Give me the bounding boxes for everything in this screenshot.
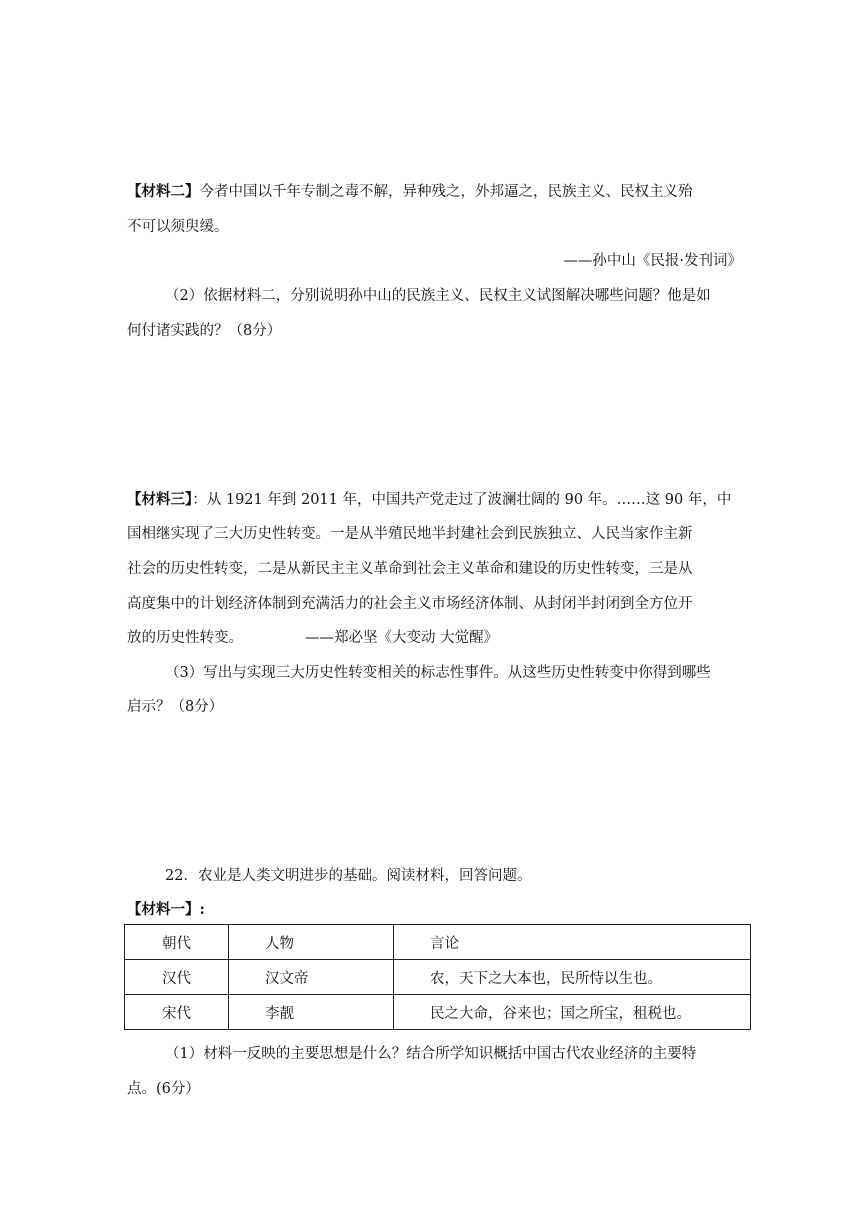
question-3-line-1: （3）写出与实现三大历史性转变相关的标志性事件。从这些历史性转变中你得到哪些 (165, 665, 711, 681)
cell-dynasty: 宋代 (125, 995, 229, 1030)
material-3-line-4: 高度集中的计划经济体制到充满活力的社会主义市场经济体制、从封闭半封闭到全方位开 (127, 596, 693, 612)
material-1-heading (127, 898, 205, 919)
material-2-line-1 (127, 180, 693, 201)
cell-quote: 民之大命，谷来也；国之所宝，租税也。 (394, 995, 751, 1030)
cell-person: 李靓 (229, 995, 394, 1030)
material-3-line-1 (127, 488, 731, 509)
material-3-text-5: 放的历史性转变。 (127, 630, 243, 646)
material-3-line-3: 社会的历史性转变，二是从新民主主义革命到社会主义革命和建设的历史性转变，三是从 (127, 561, 693, 577)
material-1-label: 【材料一】 (127, 901, 200, 918)
material-1-colon: : (199, 901, 205, 918)
material-1-table (124, 924, 751, 1030)
question-2-line-1: （2）依据材料二，分别说明孙中山的民族主义、民权主义试图解决哪些问题？他是如 (165, 288, 711, 304)
material-3-line-5 (127, 626, 498, 647)
material-2-source: ——孙中山《民报·发刊词》 (563, 253, 742, 269)
material-3-text-1: ：从 1921 年到 2011 年，中国共产党走过了波澜壮阔的 90 年。……这 90 年，中 (192, 492, 732, 508)
header-quote: 言论 (394, 925, 751, 960)
material-2-text-1: 今者中国以千年专制之毒不解，异种残之，外邦逼之，民族主义、民权主义殆 (199, 184, 693, 200)
material-3-line-2: 国相继实现了三大历史性转变。一是从半殖民地半封建社会到民族独立、人民当家作主新 (127, 526, 693, 542)
question-22-stem: 22．农业是人类文明进步的基础。阅读材料，回答问题。 (165, 868, 532, 884)
question-3-line-2: 启示？（8分） (127, 699, 224, 715)
header-dynasty: 朝代 (125, 925, 229, 960)
table-row (125, 995, 751, 1030)
material-3-label: 【材料三】 (127, 491, 193, 508)
cell-dynasty: 汉代 (125, 960, 229, 995)
table-row (125, 960, 751, 995)
question-2-line-2: 何付诸实践的？（8分） (127, 323, 282, 339)
material-2-label: 【材料二】 (127, 183, 200, 200)
question-22-1-line-1: （1）材料一反映的主要思想是什么？结合所学知识概括中国古代农业经济的主要特 (165, 1046, 697, 1062)
cell-person: 汉文帝 (229, 960, 394, 995)
material-2-line-2: 不可以须臾缓。 (127, 219, 229, 235)
question-22-1-line-2: 点。(6分） (127, 1081, 200, 1097)
header-person: 人物 (229, 925, 394, 960)
material-3-source: ——郑必坚《大变动 大觉醒》 (305, 630, 499, 646)
cell-quote: 农，天下之大本也，民所恃以生也。 (394, 960, 751, 995)
table-header-row (125, 925, 751, 960)
